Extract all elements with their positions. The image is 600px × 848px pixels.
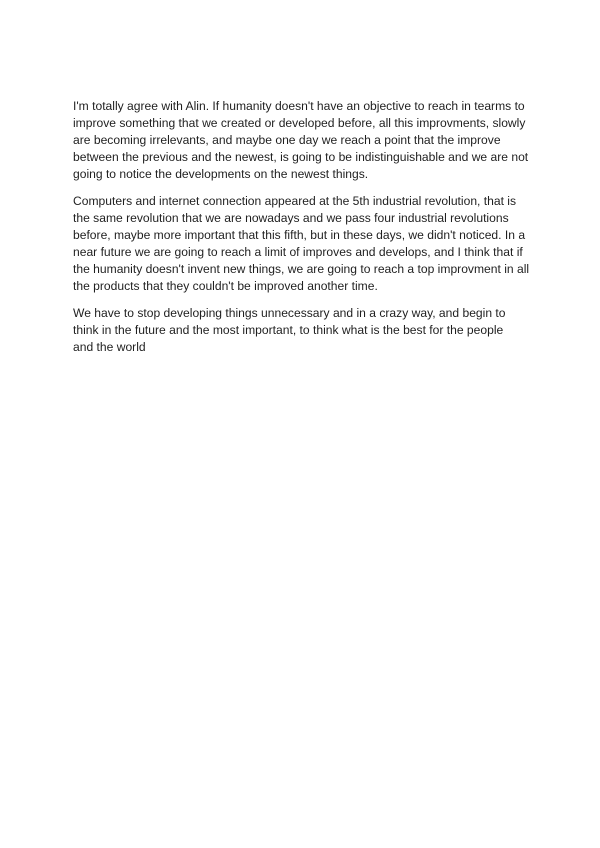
paragraph-1-line: are becoming irrelevants, and maybe one day we reach a point that the improve (73, 133, 501, 147)
paragraph-2-line: the products that they couldn't be improved another time. (73, 279, 378, 293)
paragraph-1-line: going to notice the developments on the newest things. (73, 167, 369, 181)
paragraph-3 (73, 305, 529, 356)
paragraph-2-line: before, maybe more important that this fifth, but in these days, we didn't noticed. In a (73, 228, 526, 242)
paragraph-1-line: between the previous and the newest, is going to be indistinguishable and we are not (73, 150, 529, 164)
paragraph-2-line: Computers and internet connection appeared at the 5th industrial revolution, that is (73, 194, 517, 208)
paragraph-3-line: and the world (73, 340, 146, 354)
paragraph-2-line: the same revolution that we are nowadays and we pass four industrial revolutions (73, 211, 509, 225)
document-body (73, 98, 529, 366)
paragraph-2 (73, 193, 529, 295)
paragraph-1-line: I'm totally agree with Alin. If humanity doesn't have an objective to reach in tearms to (73, 99, 525, 113)
paragraph-2-line: near future we are going to reach a limit of improves and develops, and I think that if (73, 245, 523, 259)
paragraph-3-line: We have to stop developing things unnecessary and in a crazy way, and begin to (73, 306, 506, 320)
paragraph-1 (73, 98, 529, 183)
paragraph-2-line: the humanity doesn't invent new things, we are going to reach a top improvment in all (73, 262, 530, 276)
paragraph-3-line: think in the future and the most important, to think what is the best for the people (73, 323, 504, 337)
paragraph-1-line: improve something that we created or developed before, all this improvments, slowly (73, 116, 526, 130)
